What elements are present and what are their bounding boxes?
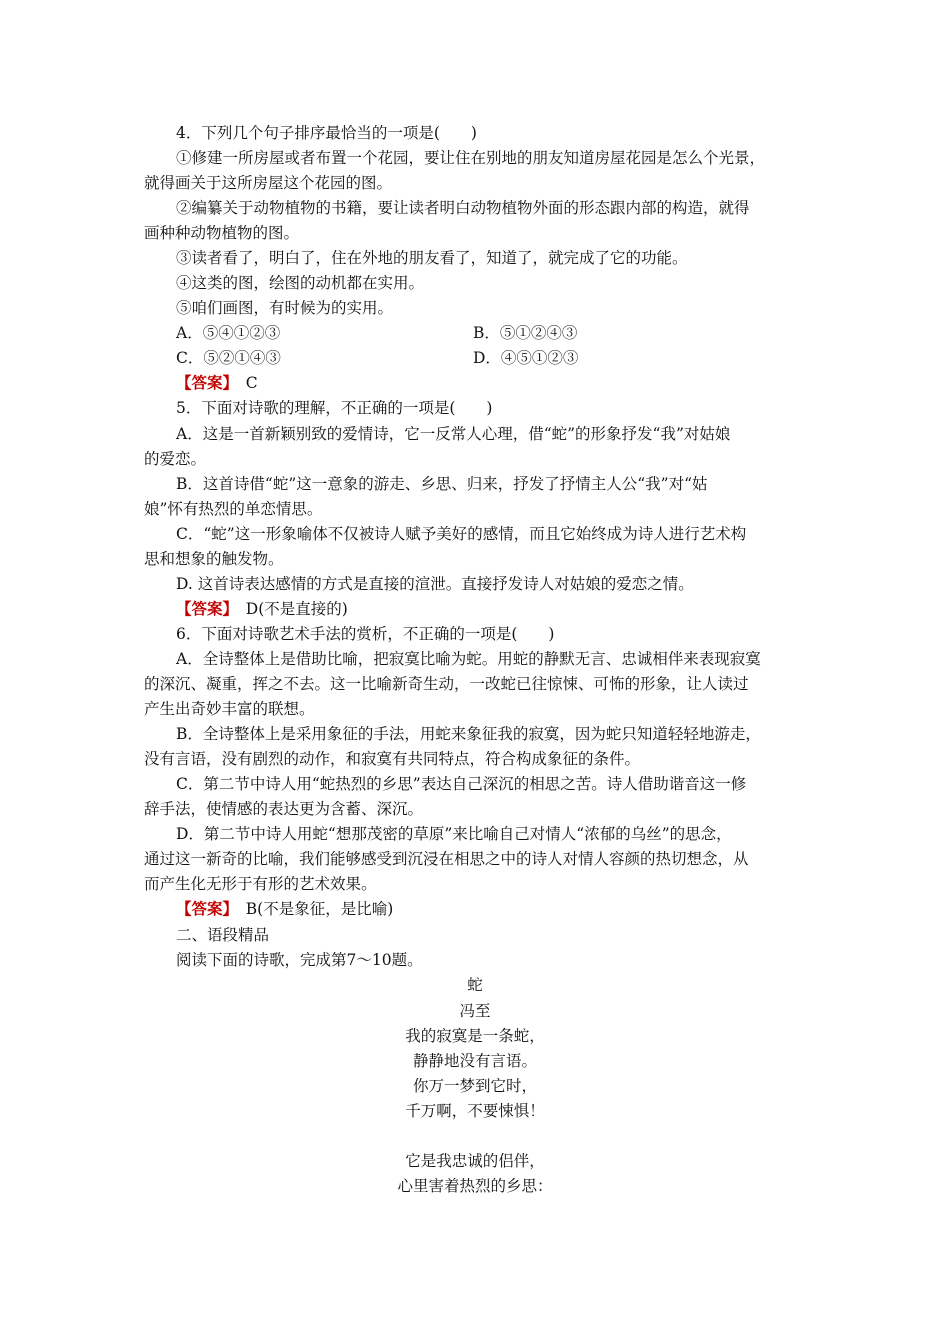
q5-option-b: B．这首诗借“蛇”这一意象的游走、乡思、归来，抒发了抒情主人公“我”对“姑	[176, 475, 708, 493]
q5-option-a-cont: 的爱恋。	[144, 450, 207, 468]
poem-line: 静静地没有言语。	[412, 1052, 537, 1070]
q6-option-a: A．全诗整体上是借助比喻，把寂寞比喻为蛇。用蛇的静默无言、忠诚相伴来表现寂寞	[176, 650, 761, 668]
q4-sentence-2-cont: 画种种动物植物的图。	[144, 224, 300, 242]
q4-sentence-3: ③读者看了，明白了，住在外地的朋友看了，知道了，就完成了它的功能。	[176, 249, 688, 267]
q6-answer	[176, 898, 393, 920]
q4-sentence-1-cont: 就得画关于这所房屋这个花园的图。	[144, 174, 393, 192]
q4-sentence-2: ②编纂关于动物植物的书籍，要让读者明白动物植物外面的形态跟内部的构造，就得	[176, 199, 750, 217]
q5-option-b-cont: 娘”怀有热烈的单恋情思。	[144, 500, 323, 518]
q5-option-d: D. 这首诗表达感情的方式是直接的渲泄。直接抒发诗人对姑娘的爱恋之情。	[176, 575, 694, 593]
q4-option-a: A．⑤④①②③	[176, 324, 281, 342]
answer-value: B(不是象征，是比喻)	[245, 900, 394, 918]
q6-option-c-cont: 辞手法，使情感的表达更为含蓄、深沉。	[144, 800, 424, 818]
q6-option-b: B．全诗整体上是采用象征的手法，用蛇来象征我的寂寞，因为蛇只知道轻轻地游走，	[176, 725, 761, 743]
q4-answer	[176, 372, 258, 394]
q6-stem: 6．下面对诗歌艺术手法的赏析，不正确的一项是( )	[176, 625, 555, 643]
poem-line: 我的寂寞是一条蛇，	[405, 1027, 545, 1045]
q4-sentence-4: ④这类的图，绘图的动机都在实用。	[176, 274, 425, 292]
answer-tag: 【答案】	[176, 373, 231, 392]
q4-sentence-5: ⑤咱们画图，有时候为的实用。	[176, 299, 394, 317]
q4-option-c: C．⑤②①④③	[176, 349, 281, 367]
q5-stem: 5．下面对诗歌的理解，不正确的一项是( )	[176, 399, 493, 417]
q6-option-b-cont: 没有言语，没有剧烈的动作，和寂寞有共同特点，符合构成象征的条件。	[144, 750, 641, 768]
poem-line: 你万一梦到它时，	[412, 1077, 537, 1095]
q5-answer	[176, 598, 348, 620]
answer-value: D(不是直接的)	[245, 600, 348, 618]
q4-sentence-1: ①修建一所房屋或者布置一个花园，要让住在别地的朋友知道房屋花园是怎么个光景，	[176, 149, 766, 167]
poem-title: 蛇	[467, 976, 483, 994]
section-instruction: 阅读下面的诗歌，完成第7～10题。	[176, 951, 423, 969]
q6-option-d: D．第二节中诗人用蛇“想那茂密的草原”来比喻自己对情人“浓郁的乌丝”的思念，	[176, 825, 732, 843]
poem-line: 心里害着热烈的乡思：	[397, 1177, 553, 1195]
q6-option-a-cont: 的深沉、凝重，挥之不去。这一比喻新奇生动，一改蛇已往惊悚、可怖的形象，让人读过	[144, 675, 749, 693]
section-heading: 二、语段精品	[176, 926, 270, 944]
q6-option-d-cont: 通过这一新奇的比喻，我们能够感受到沉浸在相思之中的诗人对情人容颜的热切想念，从	[144, 850, 749, 868]
answer-value: C	[245, 374, 258, 392]
q6-option-a-cont-2: 产生出奇妙丰富的联想。	[144, 700, 315, 718]
poem-line: 它是我忠诚的侣伴，	[405, 1152, 545, 1170]
poem-line: 千万啊，不要悚惧！	[405, 1102, 545, 1120]
q5-option-c: C．“蛇”这一形象喻体不仅被诗人赋予美好的感情，而且它始终成为诗人进行艺术构	[176, 525, 747, 543]
poem-author: 冯至	[459, 1002, 491, 1020]
q6-option-c: C．第二节中诗人用“蛇热烈的乡思”表达自己深沉的相思之苦。诗人借助谐音这一修	[176, 775, 747, 793]
q4-stem: 4．下列几个句子排序最恰当的一项是( )	[176, 124, 477, 142]
q4-option-b: B．⑤①②④③	[473, 324, 578, 342]
q5-option-a: A．这是一首新颖别致的爱情诗，它一反常人心理，借“蛇”的形象抒发“我”对姑娘	[176, 425, 731, 443]
q4-option-d: D．④⑤①②③	[473, 349, 579, 367]
q5-option-c-cont: 思和想象的触发物。	[144, 550, 284, 568]
answer-tag: 【答案】	[176, 599, 231, 618]
answer-tag: 【答案】	[176, 899, 231, 918]
q6-option-d-cont-2: 而产生化无形于有形的艺术效果。	[144, 875, 377, 893]
